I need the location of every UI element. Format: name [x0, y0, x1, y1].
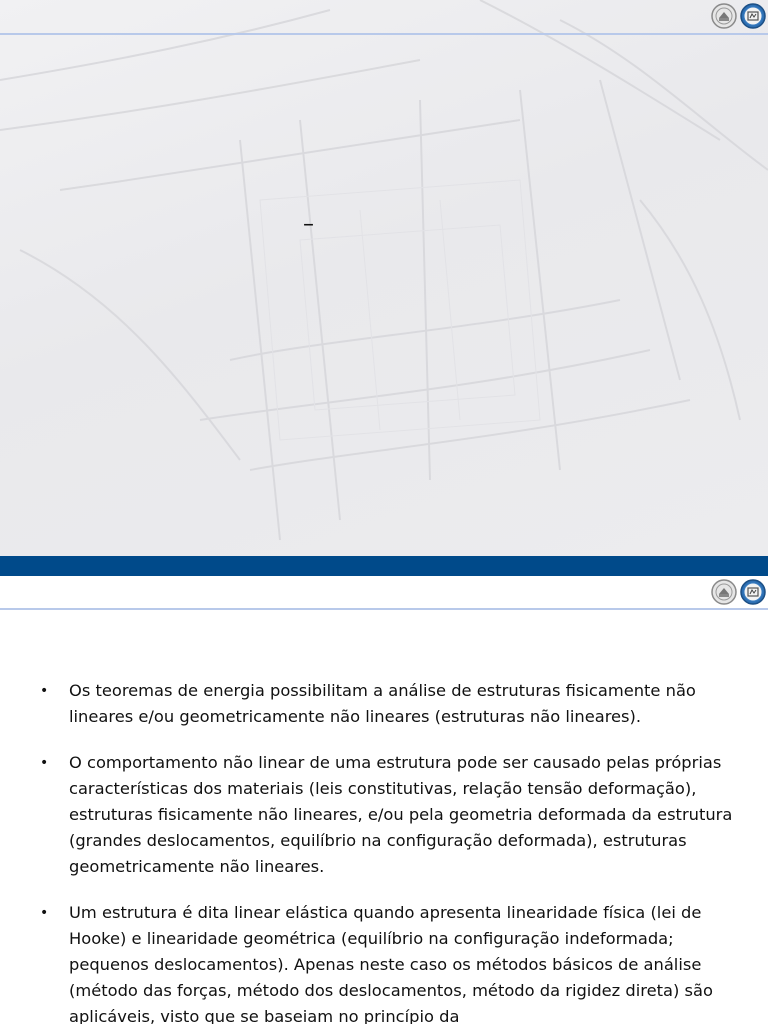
list-item: [40, 750, 740, 880]
bullet-text: Um estrutura é dita linear elástica quando apresenta linearidade física (lei de Hooke) e linearidade geométrica (equilíbrio na configuração indeformada; pequenos deslocamentos). Apenas neste caso os métodos básicos de análise (método das forças, método dos deslocamentos, método da rigidez direta) são aplicáveis, visto que se baseiam no princípio da: [69, 903, 713, 1024]
accent-bar: [0, 556, 768, 576]
bullet-marker: •: [40, 905, 49, 921]
header-logos: [711, 3, 766, 29]
university-seal-icon: [711, 3, 737, 29]
header-logos: [711, 579, 766, 605]
header-line: [0, 608, 768, 610]
header-line: [0, 33, 768, 35]
slide-title: –: [303, 212, 314, 237]
bullet-marker: •: [40, 755, 49, 771]
bullet-marker: •: [40, 683, 49, 699]
bullet-list: [40, 678, 740, 1024]
list-item: [40, 900, 740, 1024]
list-item: [40, 678, 740, 730]
content-slide: [0, 576, 768, 1024]
bullet-text: Os teoremas de energia possibilitam a análise de estruturas fisicamente não lineares e/ou geometricamente não lineares (estruturas não lineares).: [69, 681, 696, 726]
bullet-text: O comportamento não linear de uma estrutura pode ser causado pelas próprias características dos materiais (leis constitutivas, relação tensão deformação), estruturas fisicamente não lineares, e/ou pela geometria deformada da estrutura (grandes deslocamentos, equilíbrio na configuração deformada), estruturas geometricamente não lineares.: [69, 753, 733, 876]
institute-seal-icon: [740, 3, 766, 29]
university-seal-icon: [711, 579, 737, 605]
institute-seal-icon: [740, 579, 766, 605]
